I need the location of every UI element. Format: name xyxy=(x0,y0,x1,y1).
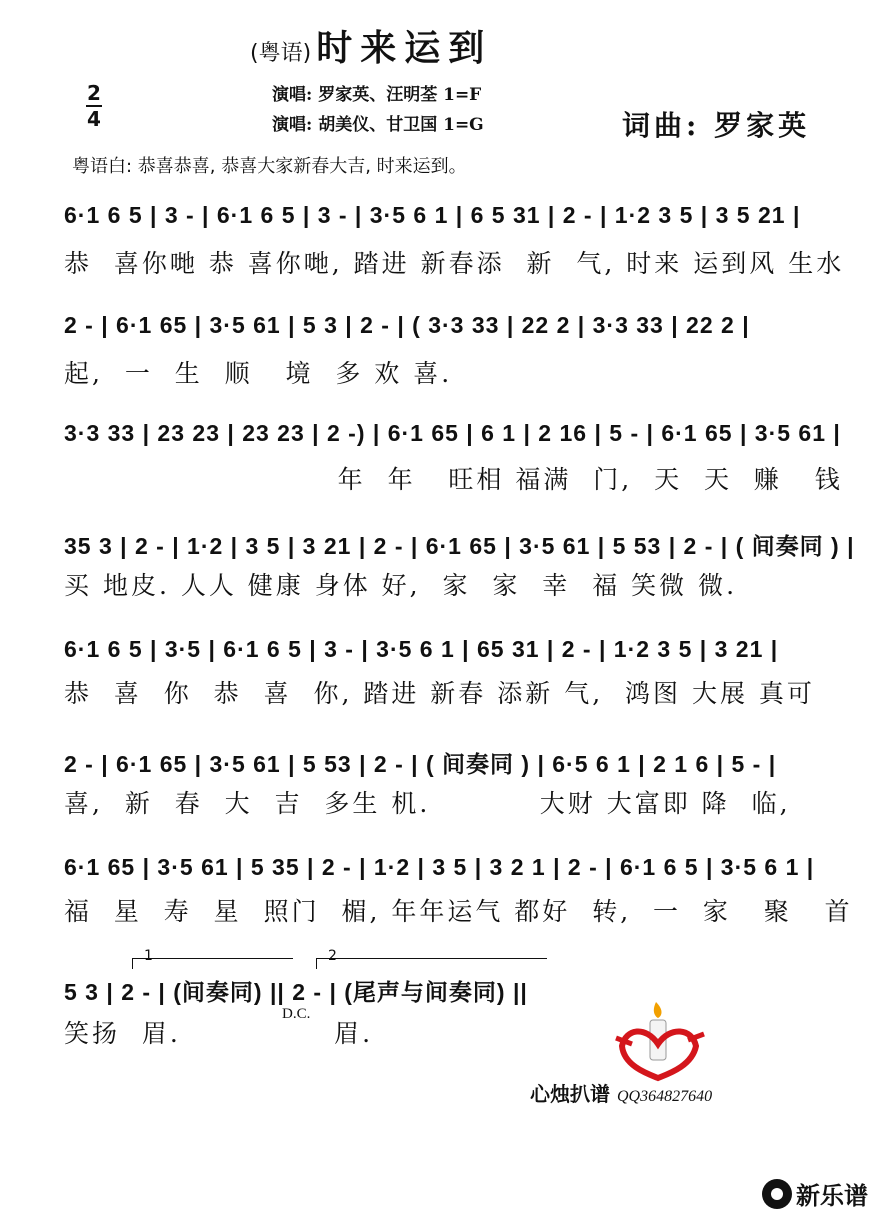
time-signature xyxy=(86,82,102,130)
transcriber-credit xyxy=(530,1078,712,1107)
score-row-6-lyrics: 喜, 新 春 大 吉 多生 机. 大财 大富即 降 临, xyxy=(64,789,791,818)
performer-line-2: 演唱: 胡美仪、甘卫国 1=G xyxy=(272,115,484,135)
brand-name: 新乐谱 xyxy=(796,1182,868,1210)
score-row-3-lyrics: 年 年 旺相 福满 门, 天 天 赚 钱 xyxy=(64,465,843,494)
title-block xyxy=(250,20,492,71)
volta-number-1: 1 xyxy=(144,948,153,964)
performer-line-1: 演唱: 罗家英、汪明荃 1=F xyxy=(272,85,482,105)
song-title: 时来运到 xyxy=(316,28,493,69)
record-icon xyxy=(762,1179,792,1209)
volta-bracket-1 xyxy=(132,958,293,969)
score-row-8-lyrics: 笑扬 眉. 眉. xyxy=(64,1019,374,1048)
score-row-7-lyrics: 福 星 寿 星 照门 楣, 年年运气 都好 转, 一 家 聚 首 xyxy=(64,897,853,926)
language-tag: (粤语) xyxy=(250,41,312,66)
candle-logo-icon xyxy=(612,998,708,1082)
score-row-2-notes: 2 - | 6·1 65 | 3·5 61 | 5 3 | 2 - | ( 3·3 33 | 22 2 | 3·3 33 | 22 2 | xyxy=(64,312,750,338)
score-row-2-lyrics: 起, 一 生 顺 境 多 欢 喜. xyxy=(64,359,453,388)
score-row-1-lyrics: 恭 喜你哋 恭 喜你哋, 踏进 新春添 新 气, 时来 运到风 生水 xyxy=(64,249,845,278)
time-sig-top: 2 xyxy=(87,81,101,105)
score-row-7-notes: 6·1 65 | 3·5 61 | 5 35 | 2 - | 1·2 | 3 5 | 3 2 1 | 2 - | 6·1 6 5 | 3·5 6 1 | xyxy=(64,854,815,880)
score-row-8-notes: 5 3 | 2 - | (间奏同) || 2 - | (尾声与间奏同) || xyxy=(64,979,528,1005)
score-row-3-notes: 3·3 33 | 23 23 | 23 23 | 2 -) | 6·1 65 | 6 1 | 2 16 | 5 - | 6·1 65 | 3·5 61 | xyxy=(64,420,841,446)
volta-bracket-2 xyxy=(316,958,547,969)
score-row-4-lyrics: 买 地皮. 人人 健康 身体 好, 家 家 幸 福 笑微 微. xyxy=(64,571,738,600)
qq-number: QQ364827640 xyxy=(616,1088,713,1105)
time-sig-bottom: 4 xyxy=(87,107,101,131)
volta-number-2: 2 xyxy=(328,948,337,964)
score-row-5-lyrics: 恭 喜 你 恭 喜 你, 踏进 新春 添新 气, 鸿图 大展 真可 xyxy=(64,679,815,708)
composer-credit: 词曲: 罗家英 xyxy=(622,109,811,142)
score-row-5-notes: 6·1 6 5 | 3·5 | 6·1 6 5 | 3 - | 3·5 6 1 | 65 31 | 2 - | 1·2 3 5 | 3 21 | xyxy=(64,636,779,662)
brand-watermark xyxy=(762,1176,868,1211)
spoken-intro: 粤语白: 恭喜恭喜, 恭喜大家新春大吉, 时来运到。 xyxy=(72,156,467,177)
transcriber-name: 心烛扒谱 xyxy=(530,1082,610,1106)
score-row-4-notes: 35 3 | 2 - | 1·2 | 3 5 | 3 21 | 2 - | 6·1 65 | 3·5 61 | 5 53 | 2 - | ( 间奏同 ) | xyxy=(64,533,855,559)
score-row-6-notes: 2 - | 6·1 65 | 3·5 61 | 5 53 | 2 - | ( 间奏同 ) | 6·5 6 1 | 2 1 6 | 5 - | xyxy=(64,751,777,777)
score-row-1-notes: 6·1 6 5 | 3 - | 6·1 6 5 | 3 - | 3·5 6 1 | 6 5 31 | 2 - | 1·2 3 5 | 3 5 21 | xyxy=(64,202,801,228)
dc-marking: D.C. xyxy=(282,1006,311,1022)
